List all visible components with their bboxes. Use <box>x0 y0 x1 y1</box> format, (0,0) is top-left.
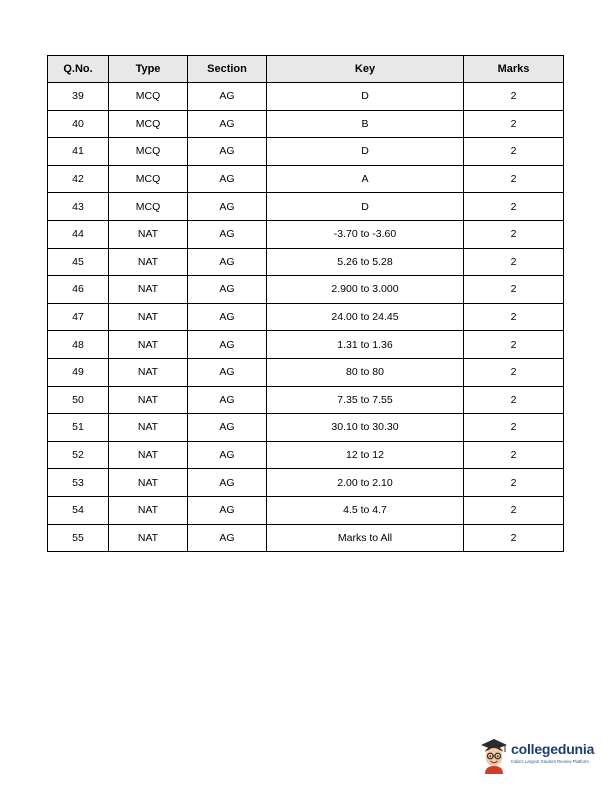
cell-type: MCQ <box>109 83 188 111</box>
cell-qno: 49 <box>48 358 109 386</box>
cell-marks: 2 <box>464 524 564 552</box>
cell-qno: 54 <box>48 496 109 524</box>
table-row <box>48 303 564 331</box>
cell-marks: 2 <box>464 220 564 248</box>
cell-marks: 2 <box>464 358 564 386</box>
collegedunia-logo <box>478 736 612 776</box>
table-row <box>48 469 564 497</box>
cell-section: AG <box>188 193 267 221</box>
cell-key: 2.00 to 2.10 <box>267 469 464 497</box>
cell-type: NAT <box>109 441 188 469</box>
cell-qno: 44 <box>48 220 109 248</box>
table-row <box>48 386 564 414</box>
cell-key: -3.70 to -3.60 <box>267 220 464 248</box>
cell-key: 7.35 to 7.55 <box>267 386 464 414</box>
cell-section: AG <box>188 496 267 524</box>
cell-section: AG <box>188 248 267 276</box>
cell-type: NAT <box>109 524 188 552</box>
cell-marks: 2 <box>464 303 564 331</box>
cell-type: NAT <box>109 248 188 276</box>
cell-section: AG <box>188 386 267 414</box>
header-qno: Q.No. <box>48 56 109 83</box>
table-row <box>48 248 564 276</box>
cell-qno: 55 <box>48 524 109 552</box>
header-type: Type <box>109 56 188 83</box>
cell-section: AG <box>188 414 267 442</box>
cell-type: NAT <box>109 496 188 524</box>
cell-marks: 2 <box>464 193 564 221</box>
cell-qno: 46 <box>48 276 109 304</box>
cell-marks: 2 <box>464 414 564 442</box>
cell-section: AG <box>188 441 267 469</box>
cell-qno: 51 <box>48 414 109 442</box>
cell-marks: 2 <box>464 496 564 524</box>
cell-section: AG <box>188 303 267 331</box>
cell-key: D <box>267 83 464 111</box>
cell-key: 24.00 to 24.45 <box>267 303 464 331</box>
cell-type: NAT <box>109 414 188 442</box>
cell-marks: 2 <box>464 386 564 414</box>
cell-type: NAT <box>109 276 188 304</box>
table-row <box>48 276 564 304</box>
cell-section: AG <box>188 220 267 248</box>
table-header <box>48 56 564 83</box>
cell-section: AG <box>188 138 267 166</box>
cell-key: 80 to 80 <box>267 358 464 386</box>
cell-key: 30.10 to 30.30 <box>267 414 464 442</box>
cell-key: 2.900 to 3.000 <box>267 276 464 304</box>
cell-type: NAT <box>109 303 188 331</box>
cell-section: AG <box>188 524 267 552</box>
header-marks: Marks <box>464 56 564 83</box>
cell-qno: 41 <box>48 138 109 166</box>
cell-qno: 40 <box>48 110 109 138</box>
cell-type: NAT <box>109 386 188 414</box>
logo-tagline: India's Largest Student Review Platform <box>511 759 589 764</box>
table-row <box>48 331 564 359</box>
cell-section: AG <box>188 276 267 304</box>
table-row <box>48 524 564 552</box>
cell-type: NAT <box>109 331 188 359</box>
cell-section: AG <box>188 165 267 193</box>
table-row <box>48 165 564 193</box>
cell-type: MCQ <box>109 110 188 138</box>
cell-qno: 39 <box>48 83 109 111</box>
cell-type: NAT <box>109 358 188 386</box>
cell-type: NAT <box>109 220 188 248</box>
table-row <box>48 110 564 138</box>
cell-qno: 45 <box>48 248 109 276</box>
cell-marks: 2 <box>464 165 564 193</box>
table-row <box>48 83 564 111</box>
cell-type: MCQ <box>109 138 188 166</box>
cell-marks: 2 <box>464 83 564 111</box>
table-row <box>48 496 564 524</box>
cell-qno: 48 <box>48 331 109 359</box>
cell-qno: 47 <box>48 303 109 331</box>
header-section: Section <box>188 56 267 83</box>
header-row <box>48 56 564 83</box>
cell-qno: 42 <box>48 165 109 193</box>
table-body <box>48 83 564 552</box>
cell-key: B <box>267 110 464 138</box>
table-row <box>48 193 564 221</box>
header-key: Key <box>267 56 464 83</box>
cell-section: AG <box>188 83 267 111</box>
cell-key: 5.26 to 5.28 <box>267 248 464 276</box>
cell-key: 12 to 12 <box>267 441 464 469</box>
cell-marks: 2 <box>464 441 564 469</box>
table-row <box>48 414 564 442</box>
cell-key: 1.31 to 1.36 <box>267 331 464 359</box>
cell-qno: 43 <box>48 193 109 221</box>
cell-type: MCQ <box>109 193 188 221</box>
cell-qno: 52 <box>48 441 109 469</box>
cell-marks: 2 <box>464 138 564 166</box>
cell-section: AG <box>188 358 267 386</box>
cell-key: D <box>267 193 464 221</box>
cell-marks: 2 <box>464 331 564 359</box>
table-row <box>48 441 564 469</box>
cell-section: AG <box>188 331 267 359</box>
cell-key: Marks to All <box>267 524 464 552</box>
cell-key: D <box>267 138 464 166</box>
cell-section: AG <box>188 469 267 497</box>
table-row <box>48 358 564 386</box>
cell-qno: 53 <box>48 469 109 497</box>
cell-marks: 2 <box>464 469 564 497</box>
cell-key: A <box>267 165 464 193</box>
cell-type: NAT <box>109 469 188 497</box>
cell-marks: 2 <box>464 110 564 138</box>
table-row <box>48 220 564 248</box>
cell-section: AG <box>188 110 267 138</box>
cell-qno: 50 <box>48 386 109 414</box>
cell-type: MCQ <box>109 165 188 193</box>
collegedunia-mascot-icon <box>478 736 510 774</box>
cell-key: 4.5 to 4.7 <box>267 496 464 524</box>
table-row <box>48 138 564 166</box>
cell-marks: 2 <box>464 248 564 276</box>
answer-key-table <box>47 55 564 552</box>
cell-marks: 2 <box>464 276 564 304</box>
logo-brand-text: collegedunia <box>511 741 595 757</box>
